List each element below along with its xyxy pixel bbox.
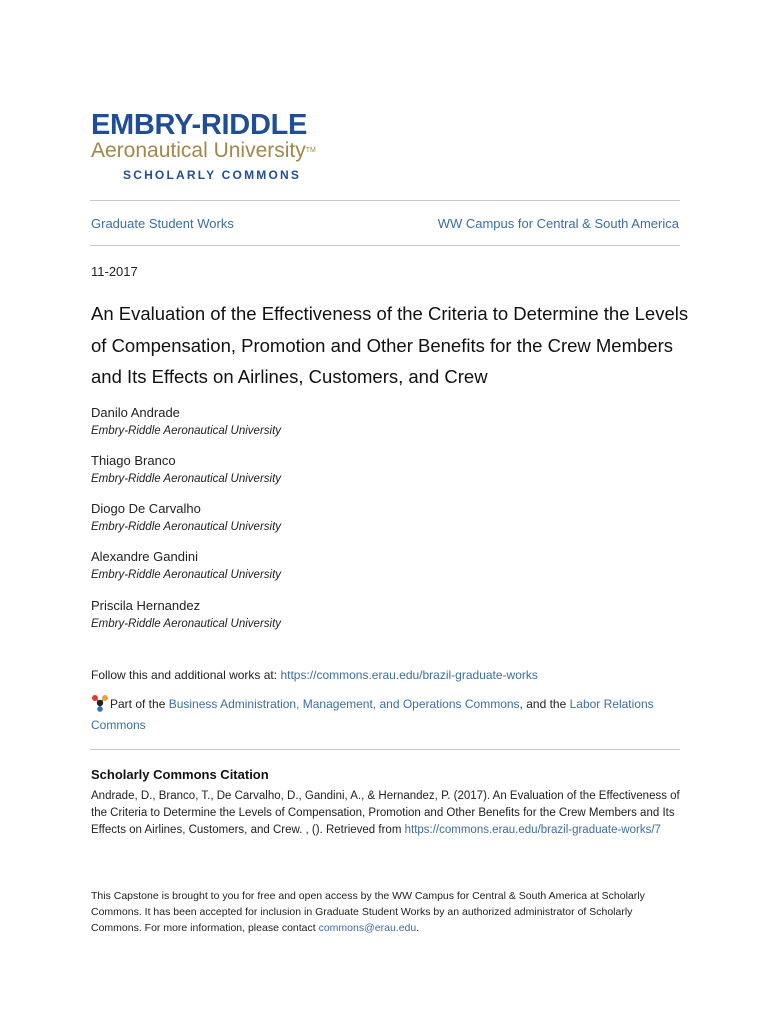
follow-link[interactable]: https://commons.erau.edu/brazil-graduate-works: [280, 668, 538, 682]
follow-line: [91, 668, 538, 682]
author-name: Danilo Andrade: [91, 405, 180, 420]
author-affiliation: Embry-Riddle Aeronautical University: [91, 569, 282, 581]
part-of-prefix: Part of the: [110, 697, 169, 711]
author-affiliation: Embry-Riddle Aeronautical University: [91, 425, 282, 437]
breadcrumb-graduate-student-works[interactable]: Graduate Student Works: [91, 216, 234, 231]
author-name: Alexandre Gandini: [91, 549, 198, 564]
author-entry: [91, 501, 281, 535]
citation-text: [91, 788, 681, 839]
follow-text: Follow this and additional works at:: [91, 668, 281, 682]
university-logo: [91, 111, 316, 163]
document-title: An Evaluation of the Effectiveness of the Criteria to Determine the Levels of Compensation, Promotion and Other Benefits for the Crew Members and Its Effects on Airlines, Customers, and Crew: [91, 303, 689, 387]
access-statement-end: .: [416, 922, 420, 934]
logo-tagline: SCHOLARLY COMMONS: [123, 168, 302, 182]
breadcrumb-divider: [90, 245, 680, 246]
author-name: Thiago Branco: [91, 453, 176, 468]
author-entry: [91, 549, 281, 583]
part-of-line: [91, 694, 691, 736]
logo-subtitle: Aeronautical University™: [91, 139, 316, 162]
citation-heading: Scholarly Commons Citation: [91, 767, 269, 782]
author-affiliation: Embry-Riddle Aeronautical University: [91, 618, 282, 630]
labor-relations-commons-link[interactable]: Labor Relations Commons: [91, 697, 654, 732]
author-name: Diogo De Carvalho: [91, 501, 201, 516]
business-administration-commons-link[interactable]: Business Administration, Management, and Operations Commons: [168, 697, 520, 711]
publication-date: 11-2017: [91, 264, 138, 279]
citation-divider: [90, 749, 680, 750]
top-divider: [90, 200, 680, 201]
network-icon: [91, 694, 109, 712]
author-entry: [91, 598, 281, 632]
breadcrumb-ww-campus[interactable]: WW Campus for Central & South America: [437, 216, 679, 231]
author-entry: [91, 405, 281, 439]
author-entry: [91, 453, 281, 487]
citation-link[interactable]: https://commons.erau.edu/brazil-graduate-works/7: [404, 824, 661, 836]
access-statement: [91, 888, 681, 936]
author-affiliation: Embry-Riddle Aeronautical University: [91, 521, 282, 533]
logo-wordmark: EMBRY-RIDDLE: [91, 109, 308, 141]
author-name: Priscila Hernandez: [91, 598, 201, 613]
part-of-middle: , and the: [519, 697, 570, 711]
contact-email-link[interactable]: commons@erau.edu: [318, 922, 417, 934]
access-statement-text: This Capstone is brought to you for free and open access by the WW Campus for Central & South America at Scholarly Commons. It has been accepted for inclusion in Graduate Student Works by an authorized administrator of Scholarly Commons. For more information, please contact: [91, 890, 645, 934]
author-affiliation: Embry-Riddle Aeronautical University: [91, 473, 282, 485]
citation-body: Andrade, D., Branco, T., De Carvalho, D., Gandini, A., & Hernandez, P. (2017). An Evaluation of the Effectiveness of the Criteria to Determine the Levels of Compensation, Promotion and Other Benefits for the Crew Members and Its Effects on Airlines, Customers, and Crew. , (). Retrieved from: [91, 790, 680, 836]
